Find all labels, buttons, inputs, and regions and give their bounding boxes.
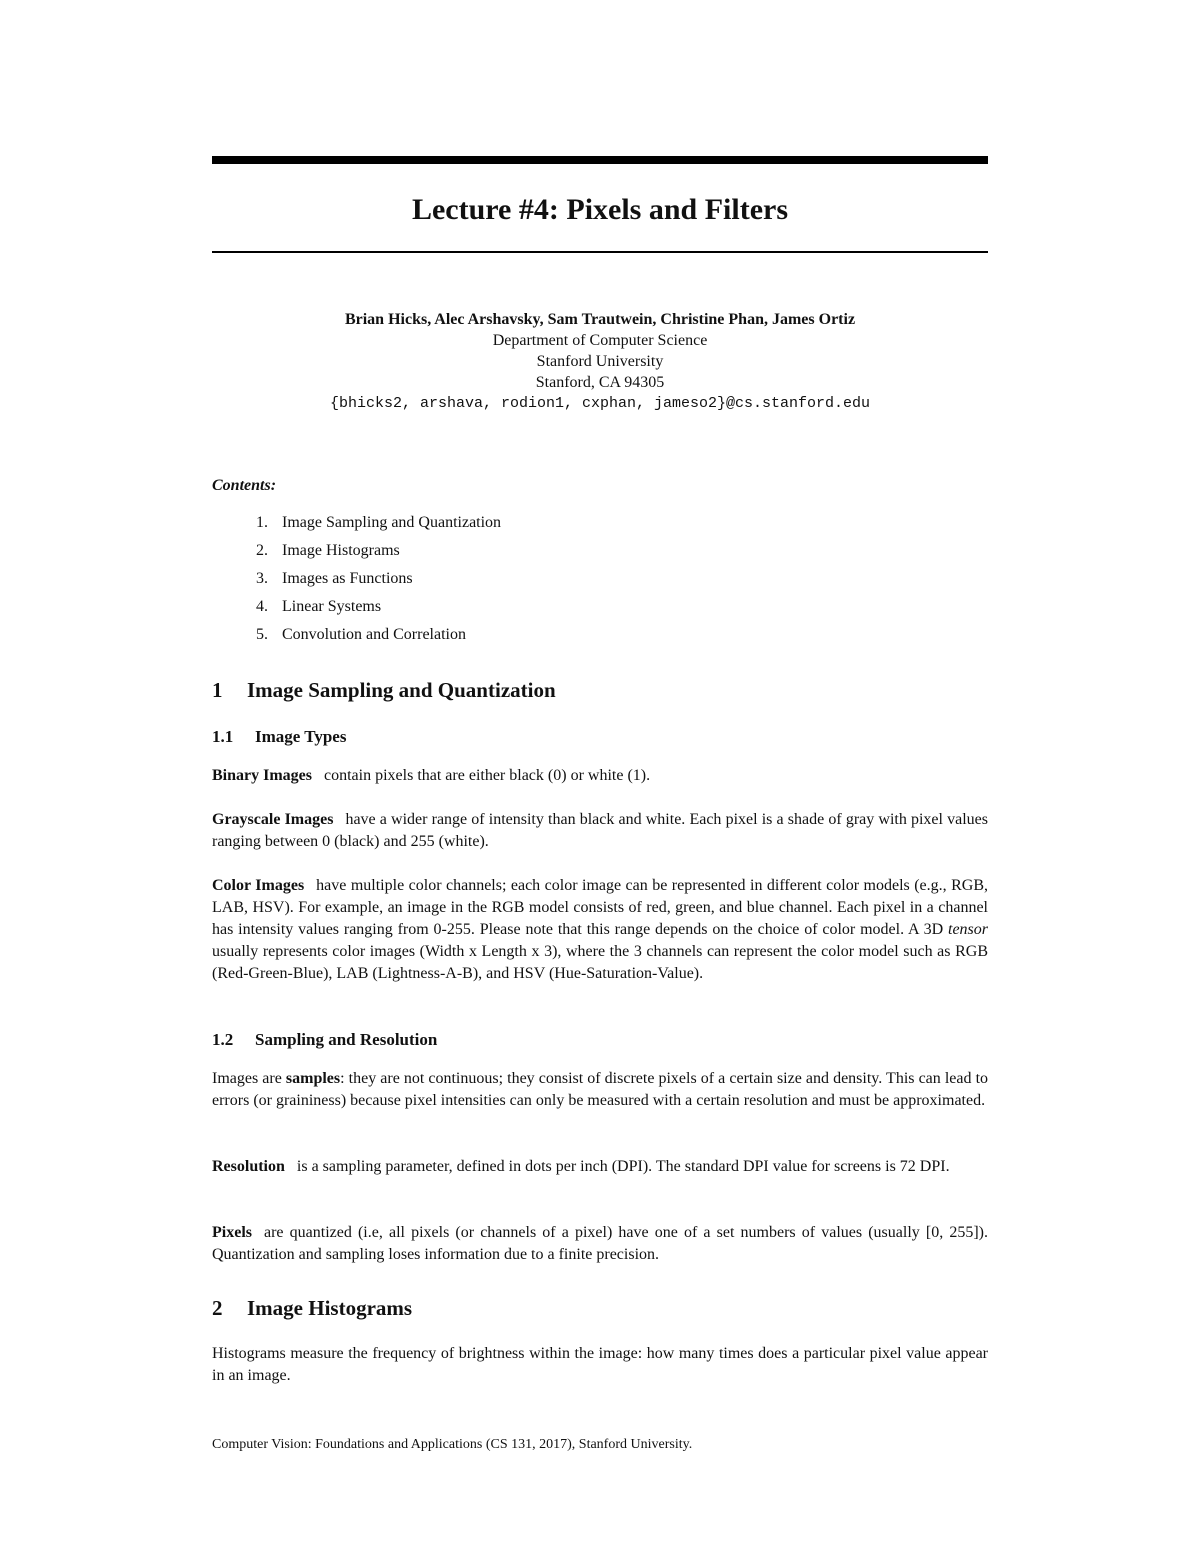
toc-item-number: 2. [256,542,268,559]
section-title: Image Histograms [247,1296,413,1320]
paragraph-text: contain pixels that are either black (0) or white (1). [324,767,651,784]
university: Stanford University [536,353,664,370]
paragraph-text: are quantized (i.e, all pixels (or channels of a pixel) have one of a set numbers of values (usually [0, 255]). Quantization and sampling loses information due to a finite precision. [212,1224,988,1263]
binary-images-paragraph [212,765,988,787]
tensor-term: tensor [948,921,988,938]
samples-paragraph [212,1068,988,1112]
title-top-rule [212,156,988,164]
paragraph-term: Resolution [212,1158,285,1175]
toc-item [256,595,501,623]
subsection-title: Sampling and Resolution [255,1030,438,1049]
author-emails: {bhicks2, arshava, rodion1, cxphan, jameso2}@cs.stanford.edu [329,395,871,412]
subsection-1-2-heading [212,1029,437,1051]
paragraph-text: have a wider range of intensity than black and white. Each pixel is a shade of gray with pixel values ranging between 0 (black) and 255 (white). [212,811,988,850]
paragraph-text: is a sampling parameter, defined in dots per inch (DPI). The standard DPI value for screens is 72 DPI. [296,1158,950,1175]
toc-item [256,623,501,651]
author-block [212,309,988,415]
toc-item-text: Images as Functions [282,570,413,587]
toc-item [256,567,501,595]
paragraph-term: Color Images [212,877,305,894]
title-bottom-rule [212,251,988,253]
paragraph-text: : they are not continuous; they consist of discrete pixels of a certain size and density. This can lead to errors (or graininess) because pixel intensities can only be measured with a certain resolution and must be approximated. [212,1070,989,1109]
toc-item-number: 1. [256,514,268,531]
section-number: 1 [212,678,223,702]
paragraph-text: have multiple color channels; each color image can be represented in different color models (e.g., RGB, LAB, HSV). For example, an image in the RGB model consists of red, green, and blue channel. Each pixel in a channel has intensity values ranging from 0-255. Please note that this range depends on the choice of color model. A 3D [212,877,988,938]
toc-item-number: 5. [256,626,268,643]
paragraph-text: Images are [212,1070,282,1087]
color-images-paragraph [212,875,988,985]
samples-term: samples [285,1070,341,1087]
location: Stanford, CA 94305 [535,374,665,391]
histograms-paragraph [212,1343,988,1387]
department: Department of Computer Science [492,332,708,349]
subsection-number: 1.2 [212,1030,234,1049]
page-title: Lecture #4: Pixels and Filters [411,193,789,226]
section-title: Image Sampling and Quantization [247,678,556,702]
toc-item-number: 3. [256,570,268,587]
toc-item [256,539,501,567]
table-of-contents [256,511,501,651]
toc-item [256,511,501,539]
author-names: Brian Hicks, Alec Arshavsky, Sam Trautwein, Christine Phan, James Ortiz [344,311,856,328]
section-1-heading [212,677,556,703]
toc-item-text: Convolution and Correlation [282,626,466,643]
resolution-paragraph [212,1156,988,1178]
grayscale-images-paragraph [212,809,988,853]
paragraph-text: Histograms measure the frequency of brightness within the image: how many times does a particular pixel value appear in an image. [212,1345,988,1384]
paragraph-text: usually represents color images (Width x Length x 3), where the 3 channels can represent the color model such as RGB (Red-Green-Blue), LAB (Lightness-A-B), and HSV (Hue-Saturation-Value). [212,943,988,982]
toc-item-text: Linear Systems [282,598,382,615]
subsection-title: Image Types [255,727,347,746]
contents-label: Contents: [212,477,277,494]
toc-item-text: Image Sampling and Quantization [282,514,502,531]
section-number: 2 [212,1296,223,1320]
paragraph-term: Pixels [212,1224,252,1241]
paragraph-term: Binary Images [212,767,312,784]
paragraph-term: Grayscale Images [212,811,334,828]
toc-item-text: Image Histograms [282,542,400,559]
subsection-number: 1.1 [212,727,234,746]
pixels-paragraph [212,1222,988,1266]
section-2-heading [212,1295,412,1321]
toc-item-number: 4. [256,598,268,615]
subsection-1-1-heading [212,726,346,748]
page-footer: Computer Vision: Foundations and Applications (CS 131, 2017), Stanford University. [212,1437,693,1452]
